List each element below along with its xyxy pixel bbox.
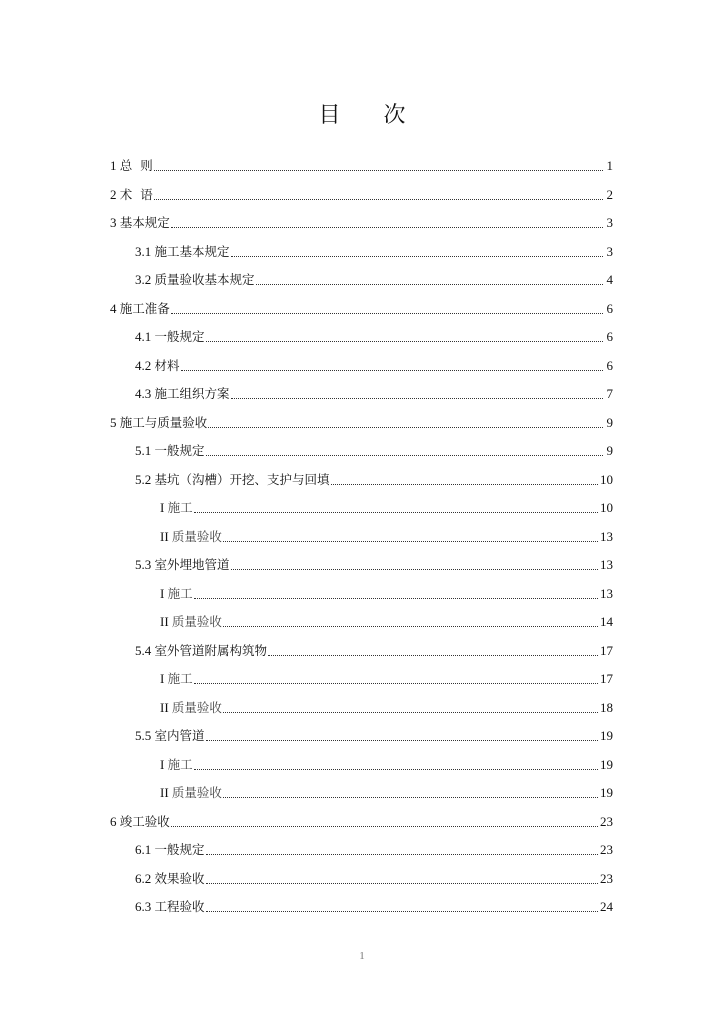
toc-entry-label: 质量验收 xyxy=(171,529,222,544)
toc-entry-page: 3 xyxy=(606,244,613,259)
toc-entry-page: 6 xyxy=(606,329,613,344)
toc-entry-page: 7 xyxy=(606,386,613,401)
toc-entry-page: 6 xyxy=(606,301,613,316)
toc-entry[interactable] xyxy=(110,211,613,231)
toc-entry-number: I xyxy=(160,671,168,686)
toc-entry[interactable] xyxy=(135,382,613,402)
toc-entry-label: 基本规定 xyxy=(119,215,170,230)
dot-leader xyxy=(194,769,598,770)
dot-leader xyxy=(181,370,603,371)
toc-entry-number: 6.3 xyxy=(135,899,155,914)
toc-entry-page: 19 xyxy=(600,785,613,800)
toc-entry-number: 6.1 xyxy=(135,842,155,857)
toc-entry-page: 23 xyxy=(600,814,613,829)
toc-entry-number: 4.3 xyxy=(135,386,155,401)
toc-entry-label: 施工 xyxy=(167,500,193,515)
toc-entry-page: 9 xyxy=(606,443,613,458)
toc-entry-page: 1 xyxy=(606,158,613,173)
page-number-footer: 1 xyxy=(359,950,365,962)
toc-entry[interactable] xyxy=(135,895,613,915)
dot-leader xyxy=(208,427,603,428)
toc-entry-page: 13 xyxy=(600,529,613,544)
toc-entry[interactable] xyxy=(110,297,613,317)
toc-entry-number: 4.1 xyxy=(135,329,155,344)
toc-entry-page: 4 xyxy=(606,272,613,287)
toc-entry[interactable] xyxy=(110,183,613,203)
toc-entry-page: 19 xyxy=(600,757,613,772)
toc-entry-label: 施工组织方案 xyxy=(154,386,230,401)
dot-leader xyxy=(256,284,603,285)
toc-entry[interactable] xyxy=(160,610,613,630)
toc-entry-number: II xyxy=(160,529,172,544)
toc-entry[interactable] xyxy=(135,867,613,887)
toc-entry[interactable] xyxy=(135,639,613,659)
dot-leader xyxy=(154,199,603,200)
toc-entry[interactable] xyxy=(110,411,613,431)
toc-entry-number: 4 xyxy=(110,301,120,316)
toc-entry[interactable] xyxy=(160,582,613,602)
toc-entry-number: I xyxy=(160,757,168,772)
toc-entry-number: 4.2 xyxy=(135,358,155,373)
toc-entry-number: 3.2 xyxy=(135,272,155,287)
toc-entry-number: 6.2 xyxy=(135,871,155,886)
toc-entry-page: 6 xyxy=(606,358,613,373)
toc-entry-label: 质量验收 xyxy=(171,700,222,715)
toc-entry-label: 总 则 xyxy=(119,158,153,173)
toc-entry[interactable] xyxy=(135,325,613,345)
toc-entry-page: 19 xyxy=(600,728,613,743)
toc-entry-page: 2 xyxy=(606,187,613,202)
dot-leader xyxy=(171,826,598,827)
toc-entry-label: 室内管道 xyxy=(154,728,205,743)
dot-leader xyxy=(206,854,598,855)
dot-leader xyxy=(206,911,598,912)
toc-entry[interactable] xyxy=(160,753,613,773)
toc-entry-page: 17 xyxy=(600,643,613,658)
toc-entry-label: 一般规定 xyxy=(154,329,205,344)
dot-leader xyxy=(206,341,603,342)
dot-leader xyxy=(206,883,598,884)
dot-leader xyxy=(206,455,603,456)
toc-entry-label: 施工 xyxy=(167,586,193,601)
toc-entry-page: 13 xyxy=(600,557,613,572)
toc-entry-number: 6 xyxy=(110,814,120,829)
toc-entry-label: 质量验收 xyxy=(171,785,222,800)
toc-entry[interactable] xyxy=(160,667,613,687)
toc-entry-number: 2 xyxy=(110,187,120,202)
toc-entry-page: 23 xyxy=(600,871,613,886)
dot-leader xyxy=(206,740,598,741)
toc-entry-number: 5.4 xyxy=(135,643,155,658)
dot-leader xyxy=(194,512,598,513)
toc-entry[interactable] xyxy=(110,810,613,830)
toc-entry-page: 14 xyxy=(600,614,613,629)
dot-leader xyxy=(268,655,598,656)
dot-leader xyxy=(231,569,598,570)
toc-entry-number: 5.1 xyxy=(135,443,155,458)
toc-entry[interactable] xyxy=(160,696,613,716)
toc-entry[interactable] xyxy=(160,525,613,545)
toc-entry-number: 3.1 xyxy=(135,244,155,259)
toc-entry-label: 一般规定 xyxy=(154,443,205,458)
toc-entry-page: 23 xyxy=(600,842,613,857)
toc-entry[interactable] xyxy=(135,268,613,288)
dot-leader xyxy=(154,170,603,171)
dot-leader xyxy=(223,797,598,798)
toc-entry-label: 施工准备 xyxy=(119,301,170,316)
toc-entry-label: 施工基本规定 xyxy=(154,244,230,259)
toc-entry[interactable] xyxy=(135,724,613,744)
toc-entry-label: 基坑（沟槽）开挖、支护与回填 xyxy=(154,472,330,487)
dot-leader xyxy=(171,227,603,228)
toc-entry-number: 5.3 xyxy=(135,557,155,572)
toc-entry-number: 5 xyxy=(110,415,120,430)
dot-leader xyxy=(194,683,598,684)
toc-title: 目 次 xyxy=(318,103,424,128)
dot-leader xyxy=(223,541,598,542)
toc-entry-label: 工程验收 xyxy=(154,899,205,914)
toc-entry-number: II xyxy=(160,785,172,800)
toc-entry-label: 室外管道附属构筑物 xyxy=(154,643,268,658)
toc-entry[interactable] xyxy=(110,154,613,174)
toc-entry[interactable] xyxy=(160,496,613,516)
toc-entry-label: 室外埋地管道 xyxy=(154,557,230,572)
toc-entry-label: 施工 xyxy=(167,757,193,772)
toc-entry[interactable] xyxy=(135,240,613,260)
toc-entry-number: II xyxy=(160,700,172,715)
toc-entry-page: 10 xyxy=(600,500,613,515)
dot-leader xyxy=(231,256,603,257)
toc-entry[interactable] xyxy=(135,439,613,459)
toc-entry-label: 竣工验收 xyxy=(119,814,170,829)
toc-entry-page: 18 xyxy=(600,700,613,715)
toc-entry-page: 13 xyxy=(600,586,613,601)
toc-entry-label: 术 语 xyxy=(119,187,153,202)
toc-entry-page: 10 xyxy=(600,472,613,487)
toc-entry[interactable] xyxy=(135,838,613,858)
toc-entry-page: 3 xyxy=(606,215,613,230)
toc-entry[interactable] xyxy=(135,553,613,573)
toc-entry-page: 24 xyxy=(600,899,613,914)
toc-entry-page: 17 xyxy=(600,671,613,686)
dot-leader xyxy=(223,712,598,713)
toc-entry-label: 效果验收 xyxy=(154,871,205,886)
toc-entry-number: I xyxy=(160,500,168,515)
dot-leader xyxy=(171,313,603,314)
toc-entry-number: 5.5 xyxy=(135,728,155,743)
dot-leader xyxy=(331,484,598,485)
toc-entry-number: 1 xyxy=(110,158,120,173)
toc-entry-number: 5.2 xyxy=(135,472,155,487)
toc-entry-label: 质量验收 xyxy=(171,614,222,629)
toc-entry-page: 9 xyxy=(606,415,613,430)
toc-entry-label: 施工 xyxy=(167,671,193,686)
dot-leader xyxy=(223,626,598,627)
toc-entry[interactable] xyxy=(135,468,613,488)
toc-entry-label: 质量验收基本规定 xyxy=(154,272,255,287)
toc-entry-number: 3 xyxy=(110,215,120,230)
toc-entry-number: I xyxy=(160,586,168,601)
dot-leader xyxy=(231,398,603,399)
toc-entry-label: 材料 xyxy=(154,358,180,373)
toc-entry-label: 一般规定 xyxy=(154,842,205,857)
toc-entry[interactable] xyxy=(135,354,613,374)
dot-leader xyxy=(194,598,598,599)
toc-entry[interactable] xyxy=(160,781,613,801)
toc-entry-number: II xyxy=(160,614,172,629)
toc-entry-label: 施工与质量验收 xyxy=(119,415,208,430)
